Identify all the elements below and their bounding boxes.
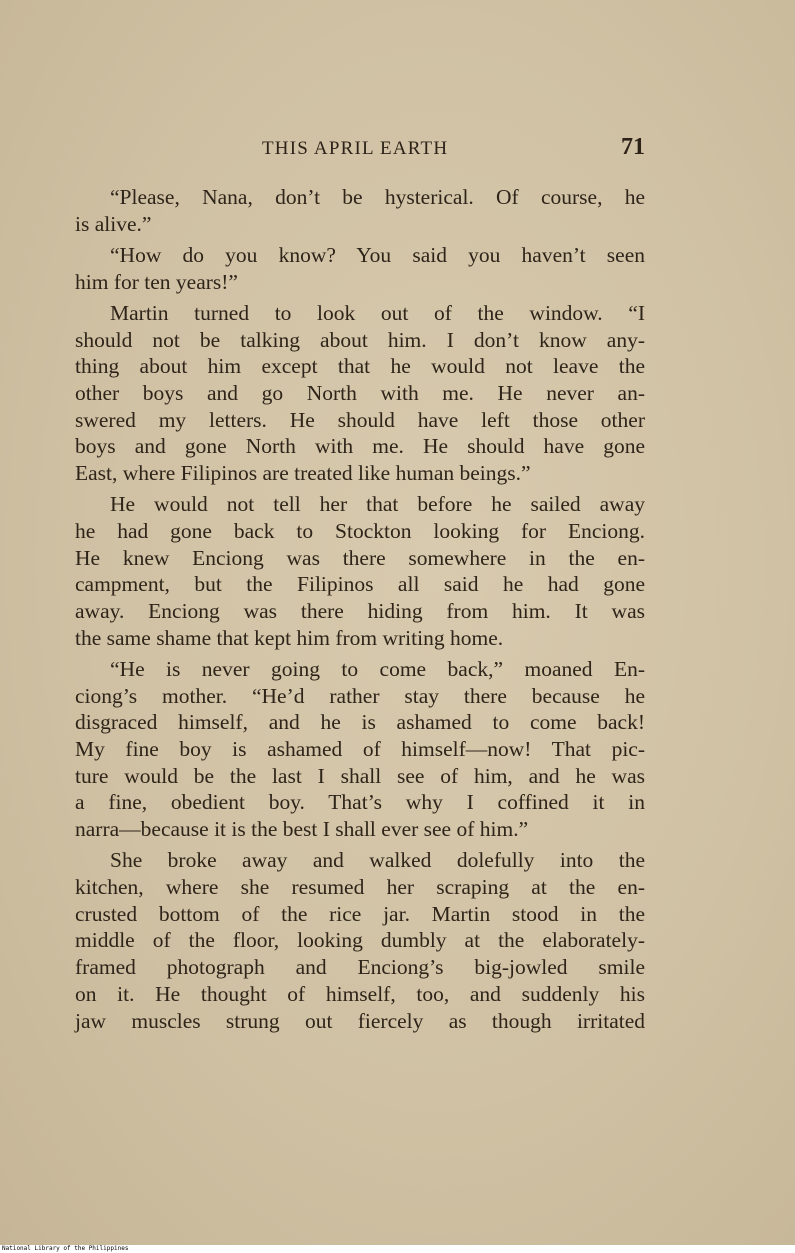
paragraph xyxy=(75,847,645,1034)
text-line: the same shame that kept him from writing home. xyxy=(75,625,504,650)
text-line: disgraced himself, and he is ashamed to come back! xyxy=(75,710,645,735)
body-text xyxy=(75,184,645,1039)
text-line: ciong’s mother. “He’d rather stay there because he xyxy=(75,683,645,708)
text-line: Martin turned to look out of the window. “I xyxy=(110,300,645,325)
text-line: kitchen, where she resumed her scraping at the en- xyxy=(75,875,645,900)
text-line: He would not tell her that before he sailed away xyxy=(110,492,645,517)
text-line: other boys and go North with me. He never an- xyxy=(75,380,645,405)
page-number: 71 xyxy=(621,134,645,160)
text-line: he had gone back to Stockton looking for Enciong. xyxy=(75,518,645,543)
text-line: East, where Filipinos are treated like human beings.” xyxy=(75,461,531,486)
text-line: should not be talking about him. I don’t know any- xyxy=(75,327,645,352)
text-line: boys and gone North with me. He should have gone xyxy=(75,434,645,459)
text-line: “Please, Nana, don’t be hysterical. Of course, he xyxy=(110,185,645,209)
text-line: “How do you know? You said you haven’t seen xyxy=(110,242,645,267)
text-line: is alive.” xyxy=(75,211,152,236)
library-credit: National Library of the Philippines xyxy=(2,1245,129,1252)
running-title: THIS APRIL EARTH xyxy=(262,138,449,159)
running-header xyxy=(75,134,645,164)
text-line: crusted bottom of the rice jar. Martin stood in the xyxy=(75,901,645,926)
text-line: She broke away and walked dolefully into the xyxy=(110,848,645,873)
paragraph xyxy=(75,300,645,487)
text-line: thing about him except that he would not leave the xyxy=(75,354,645,379)
text-line: middle of the floor, looking dumbly at the elaborately- xyxy=(75,928,645,953)
text-line: narra—because it is the best I shall ever see of him.” xyxy=(75,817,529,842)
text-line: swered my letters. He should have left those other xyxy=(75,407,645,432)
text-line: him for ten years!” xyxy=(75,269,238,294)
text-line: away. Enciong was there hiding from him. It was xyxy=(75,599,645,624)
text-line: “He is never going to come back,” moaned En- xyxy=(110,656,645,681)
text-line: My fine boy is ashamed of himself—now! That pic- xyxy=(75,737,645,762)
text-line: ture would be the last I shall see of him, and he was xyxy=(75,763,645,788)
text-line: framed photograph and Enciong’s big-jowled smile xyxy=(75,955,645,980)
text-line: a fine, obedient boy. That’s why I coffined it in xyxy=(75,790,645,815)
paragraph xyxy=(75,242,645,295)
footer-bar xyxy=(0,1245,795,1253)
paragraph xyxy=(75,184,645,237)
text-line: campment, but the Filipinos all said he had gone xyxy=(75,572,645,597)
text-line: He knew Enciong was there somewhere in the en- xyxy=(75,545,645,570)
text-line: on it. He thought of himself, too, and suddenly his xyxy=(75,981,645,1006)
paragraph xyxy=(75,491,645,651)
paragraph xyxy=(75,656,645,843)
text-line: jaw muscles strung out fiercely as though irritated xyxy=(75,1008,645,1033)
